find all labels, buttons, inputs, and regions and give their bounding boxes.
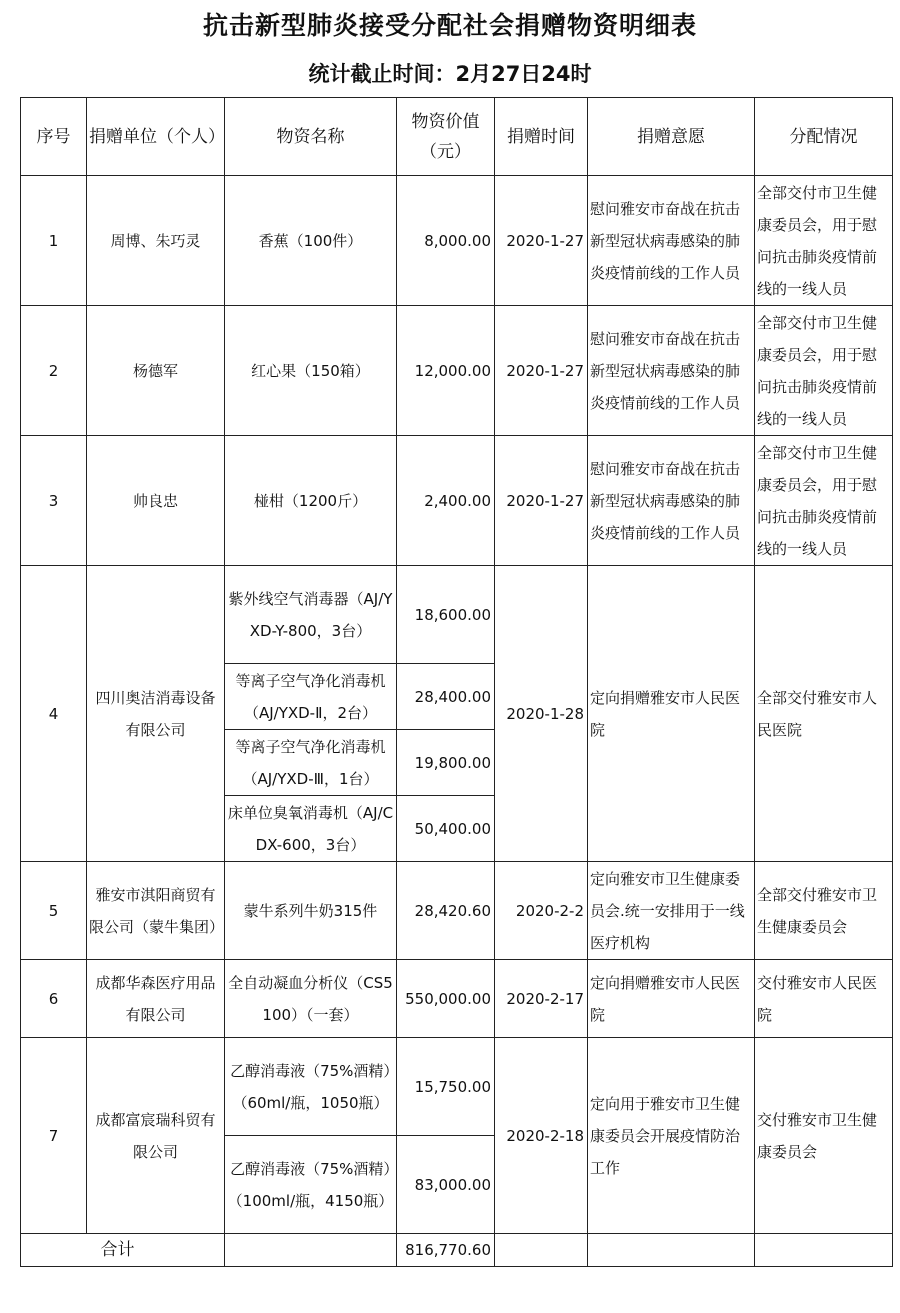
- header-intent: 捐赠意愿: [588, 98, 755, 176]
- cell-allocation: 交付雅安市人民医院: [755, 960, 893, 1038]
- header-no: 序号: [21, 98, 87, 176]
- cell-item: 蒙牛系列牛奶315件: [225, 862, 397, 960]
- cell-time: 2020-1-28: [495, 566, 588, 862]
- cell-allocation: 全部交付市卫生健康委员会，用于慰问抗击肺炎疫情前线的一线人员: [755, 176, 893, 306]
- cell-value: 18,600.00: [397, 566, 495, 664]
- cell-no: 2: [21, 306, 87, 436]
- table-row: [21, 566, 893, 664]
- total-label: 合计: [87, 1234, 225, 1267]
- header-donor: 捐赠单位（个人）: [87, 98, 225, 176]
- cell-item: 乙醇消毒液（75%酒精）（60ml/瓶，1050瓶）: [225, 1038, 397, 1136]
- table-body: [21, 176, 893, 1267]
- table-row: [21, 960, 893, 1038]
- cell-item: 全自动凝血分析仪（CS5100）（一套）: [225, 960, 397, 1038]
- cell-item: 等离子空气净化消毒机（AJ/YXD-Ⅲ，1台）: [225, 730, 397, 796]
- cell-allocation: 全部交付雅安市卫生健康委员会: [755, 862, 893, 960]
- cell-item: 乙醇消毒液（75%酒精）（100ml/瓶，4150瓶）: [225, 1136, 397, 1234]
- total-lead-cell: [21, 1234, 87, 1267]
- cell-time: 2020-1-27: [495, 436, 588, 566]
- header-row: [21, 98, 893, 176]
- cell-item: 红心果（150箱）: [225, 306, 397, 436]
- cell-time: 2020-2-17: [495, 960, 588, 1038]
- cell-no: 6: [21, 960, 87, 1038]
- cell-value: 28,420.60: [397, 862, 495, 960]
- cell-no: 3: [21, 436, 87, 566]
- cell-allocation: 交付雅安市卫生健康委员会: [755, 1038, 893, 1234]
- cell-donor: 成都富宸瑞科贸有限公司: [87, 1038, 225, 1234]
- cell-value: 15,750.00: [397, 1038, 495, 1136]
- cell-value: 19,800.00: [397, 730, 495, 796]
- cell-item: 椪柑（1200斤）: [225, 436, 397, 566]
- cell-no: 5: [21, 862, 87, 960]
- cell-no: 1: [21, 176, 87, 306]
- cell-no: 4: [21, 566, 87, 862]
- cell-value: 50,400.00: [397, 796, 495, 862]
- cell-intent: 慰问雅安市奋战在抗击新型冠状病毒感染的肺炎疫情前线的工作人员: [588, 176, 755, 306]
- header-allocation: 分配情况: [755, 98, 893, 176]
- cell-no: 7: [21, 1038, 87, 1234]
- table-row: [21, 436, 893, 566]
- document-subtitle: 统计截止时间：2月27日24时: [308, 62, 592, 86]
- cell-value: 8,000.00: [397, 176, 495, 306]
- cell-intent: 定向用于雅安市卫生健康委员会开展疫情防治工作: [588, 1038, 755, 1234]
- cell-value: 83,000.00: [397, 1136, 495, 1234]
- donation-table: [20, 97, 893, 1267]
- cell-value: 550,000.00: [397, 960, 495, 1038]
- table-row: [21, 176, 893, 306]
- cell-allocation: 全部交付雅安市人民医院: [755, 566, 893, 862]
- cell-item: 香蕉（100件）: [225, 176, 397, 306]
- cell-donor: 成都华森医疗用品有限公司: [87, 960, 225, 1038]
- table-row: [21, 1038, 893, 1136]
- cell-item: 紫外线空气消毒器（AJ/YXD-Y-800，3台）: [225, 566, 397, 664]
- header-value: 物资价值（元）: [397, 98, 495, 176]
- cell-donor: 四川奥洁消毒设备有限公司: [87, 566, 225, 862]
- header-item: 物资名称: [225, 98, 397, 176]
- total-value: 816,770.60: [397, 1234, 495, 1267]
- header-time: 捐赠时间: [495, 98, 588, 176]
- cell-value: 2,400.00: [397, 436, 495, 566]
- cell-intent: 慰问雅安市奋战在抗击新型冠状病毒感染的肺炎疫情前线的工作人员: [588, 436, 755, 566]
- cell-time: 2020-2-2: [495, 862, 588, 960]
- cell-item: 床单位臭氧消毒机（AJ/CDX-600，3台）: [225, 796, 397, 862]
- total-empty-cell: [495, 1234, 588, 1267]
- cell-time: 2020-2-18: [495, 1038, 588, 1234]
- cell-donor: 雅安市淇阳商贸有限公司（蒙牛集团）: [87, 862, 225, 960]
- cell-value: 28,400.00: [397, 664, 495, 730]
- cell-time: 2020-1-27: [495, 176, 588, 306]
- total-empty-cell: [225, 1234, 397, 1267]
- cell-intent: 定向捐赠雅安市人民医院: [588, 566, 755, 862]
- table-row: [21, 306, 893, 436]
- total-empty-cell: [755, 1234, 893, 1267]
- total-row: [21, 1234, 893, 1267]
- cell-donor: 帅良忠: [87, 436, 225, 566]
- cell-allocation: 全部交付市卫生健康委员会，用于慰问抗击肺炎疫情前线的一线人员: [755, 436, 893, 566]
- total-empty-cell: [588, 1234, 755, 1267]
- cell-intent: 定向雅安市卫生健康委员会.统一安排用于一线医疗机构: [588, 862, 755, 960]
- cell-intent: 慰问雅安市奋战在抗击新型冠状病毒感染的肺炎疫情前线的工作人员: [588, 306, 755, 436]
- cell-value: 12,000.00: [397, 306, 495, 436]
- cell-donor: 杨德军: [87, 306, 225, 436]
- cell-time: 2020-1-27: [495, 306, 588, 436]
- cell-intent: 定向捐赠雅安市人民医院: [588, 960, 755, 1038]
- document-title: 抗击新型肺炎接受分配社会捐赠物资明细表: [202, 11, 697, 40]
- cell-allocation: 全部交付市卫生健康委员会，用于慰问抗击肺炎疫情前线的一线人员: [755, 306, 893, 436]
- table-row: [21, 862, 893, 960]
- cell-item: 等离子空气净化消毒机（AJ/YXD-Ⅱ，2台）: [225, 664, 397, 730]
- cell-donor: 周博、朱巧灵: [87, 176, 225, 306]
